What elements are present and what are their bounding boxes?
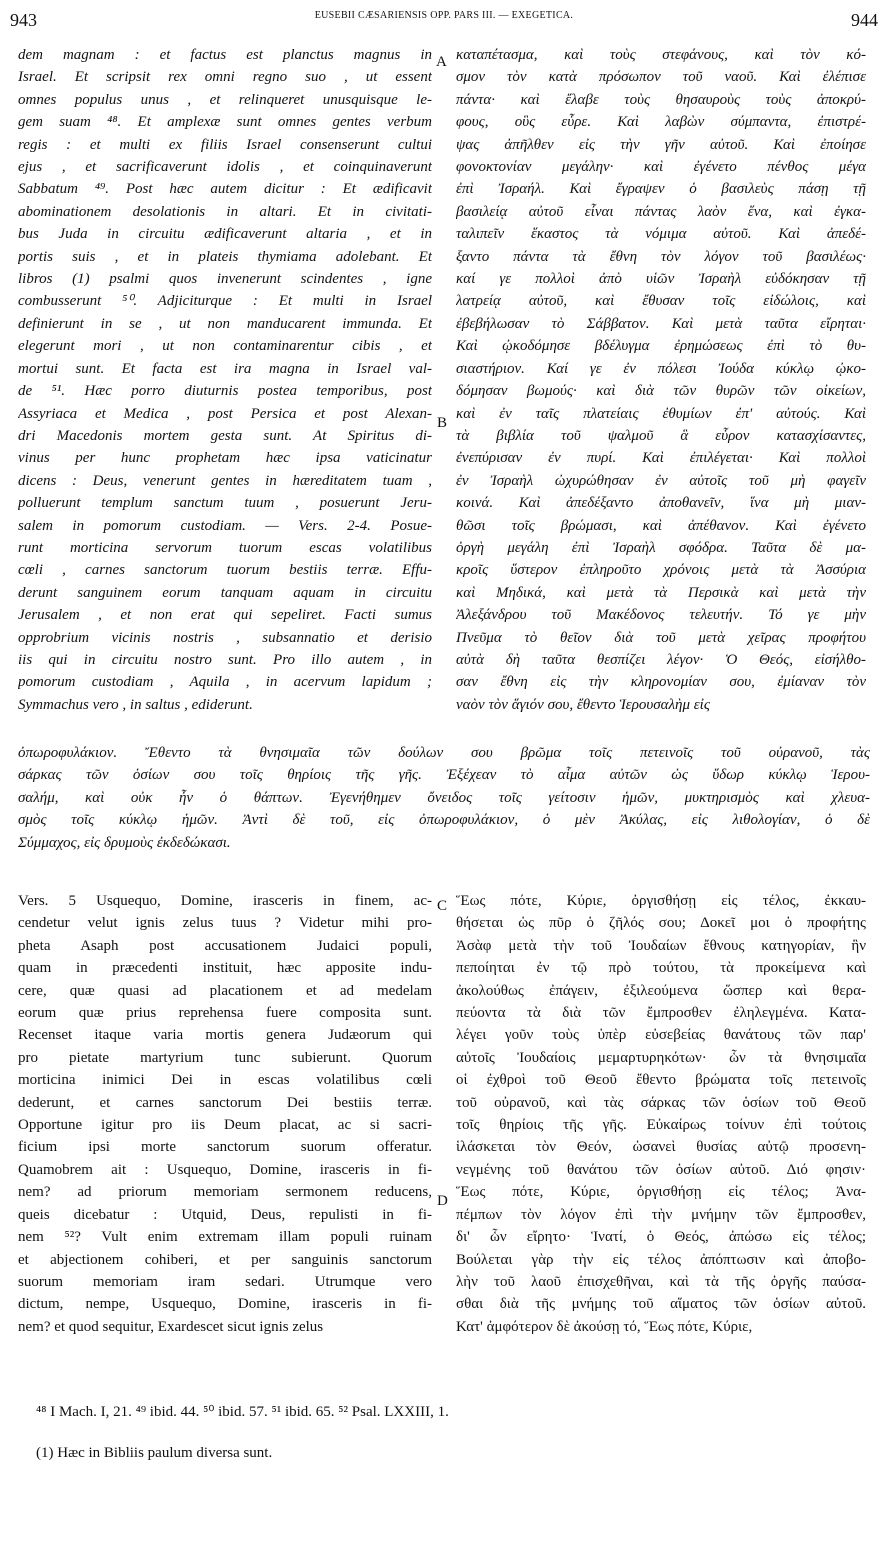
latin-line: dri Macedonis mortem gesta sunt. At Spiritus di- xyxy=(18,427,432,444)
greek-line: βασιλείᾳ αὐτοῦ εἶναι πάντας λαὸν ἕνα, καὶ ἐγκα- xyxy=(456,203,866,220)
latin-column-bottom xyxy=(18,890,432,1338)
latin-line: iis qui in circuitu nostro sunt. Pro illo autem , in xyxy=(18,651,432,668)
latin-line: definierunt in se , ut non manducarent immunda. Et xyxy=(18,315,432,332)
greek-line: καί γε πολλοὶ ἀπὸ υἱῶν Ἰσραὴλ εὐδόκησαν τῇ xyxy=(456,271,866,288)
latin-line: cendetur velut ignis zelus tuus ? Videtur mihi pro- xyxy=(18,915,432,932)
latin-line: salem in pomorum custodiam. — Vers. 2-4. Posue- xyxy=(18,517,432,534)
greek-line: αὐτὰ δὴ ταῦτα θεσπίζει λέγον· Ὁ Θεός, εἰσήλθο- xyxy=(456,651,866,668)
greek-line: τοῖς θηρίοις τῆς γῆς. Εὐκαίρως τοίνυν ἐπὶ τούτοις xyxy=(456,1117,866,1134)
greek-line: αὐτοῖς Ἰουδαίοις μεμαρτυρηκότων· ὧν τὰ θνησιμαῖα xyxy=(456,1049,866,1066)
latin-line: bus Juda in circuitu ædificaverunt altaria , et in xyxy=(18,226,432,243)
latin-line: Symmachus vero , in saltus , ediderunt. xyxy=(18,696,253,713)
greek-line: σαν ἔθνη εἰς τὴν κληρονομίαν σου, ἐμίαναν τὸν xyxy=(456,674,866,691)
greek-line: καὶ Μηδικά, καὶ μετὰ τὰ Περσικὰ καὶ μετὰ τὴν xyxy=(456,584,866,601)
latin-line: ejus , et sacrificaverunt idolis , et coinquinaverunt xyxy=(18,159,432,176)
latin-line: runt morticina servorum tuorum escas volatilibus xyxy=(18,539,432,556)
greek-line: Καὶ ᾠκοδόμησε βδέλυγμα ἐρημώσεως ἐπὶ τὸ θυ- xyxy=(456,338,866,355)
latin-line: queis dicebatur : Utquid, Deus, repulisti in fi- xyxy=(18,1206,432,1223)
latin-column-top xyxy=(18,44,432,716)
greek-line: λατρείᾳ αὐτοῦ, καὶ ἔθυσαν τοῖς εἰδώλοις, καὶ xyxy=(456,293,866,310)
latin-line: vinus per hunc prophetam hæc ipsa vaticinatur xyxy=(18,450,432,467)
latin-line: combusserunt ⁵⁰. Adjiciturque : Et multi in Israel xyxy=(18,293,432,310)
greek-line: δόμησαν βωμούς· καὶ διὰ τῶν θυρῶν τῶν οἰκείων, xyxy=(456,383,866,400)
latin-line: morticina inimici Dei in escas volatilibus cœli xyxy=(18,1072,432,1089)
latin-line: ficium ipsi morte sanctorum suorum offeratur. xyxy=(18,1139,432,1156)
running-header xyxy=(10,10,878,38)
greek-line: πεποίηται ἐν τῷ πρὸ τούτου, τὰ προκείμενα καὶ xyxy=(456,960,866,977)
greek-line: καταπέτασμα, καὶ τοὺς στεφάνους, καὶ τὸν κό- xyxy=(456,47,866,63)
latin-line: Assyriaca et Medica , post Persica et post Alexan- xyxy=(18,405,432,422)
latin-line: Israel. Et scripsit rex omni regno suo , ut essent xyxy=(18,69,432,86)
margin-marker-a: A xyxy=(436,54,447,70)
greek-line: οἱ ἐχθροὶ τοῦ Θεοῦ ἔθεντο βρώματα τοῖς πετεινοῖς xyxy=(456,1072,866,1089)
margin-marker-d: D xyxy=(437,1193,448,1209)
latin-line: et abjectionem cohiberi, et per sanguinis sanctorum xyxy=(18,1251,432,1268)
greek-line: Κατ' ἀμφότερον δὲ ἀκούσῃ τό, Ἕως πότε, Κύριε, xyxy=(456,1318,753,1335)
latin-line: nem? ad priorum memoriam sermonem reducens, xyxy=(18,1184,432,1201)
greek-line: λέγει γοῦν τοὺς ὑπὲρ εὐσεβείας θανάτους τῶν παρ' xyxy=(456,1027,866,1044)
latin-line: nem? et quod sequitur, Exardescet sicut ignis zelus xyxy=(18,1318,324,1335)
latin-line: Vers. 5 Usquequo, Domine, irasceris in finem, ac- xyxy=(18,893,432,909)
greek-line: ταλιπεῖν ἕκαστος τὰ νόμιμα αὐτοῦ. Καὶ ἀπεδέ- xyxy=(456,226,866,243)
greek-line: ὀργὴ μεγάλη ἐπὶ Ἰσραὴλ σφόδρα. Ταῦτα δὲ μα- xyxy=(456,539,866,556)
latin-line: dederunt, et carnes sanctorum Dei bestiis terræ. xyxy=(18,1094,432,1111)
greek-line: ἐπὶ Ἰσραήλ. Καὶ ἔγραψεν ὁ βασιλεὺς πάσῃ τῇ xyxy=(456,181,866,198)
running-title: EUSEBII CÆSARIENSIS OPP. PARS III. — EXEGETICA. xyxy=(314,10,574,21)
greek-line: σμον τὸν κατὰ πρόσωπον τοῦ ναοῦ. Καὶ ἐλέπισε xyxy=(456,69,866,86)
greek-line: πέμπων τὸν λόγον ἐπὶ τὴν μνήμην τῶν ἔμπροσθεν, xyxy=(456,1206,866,1223)
greek-line: πεύοντα τὰ διὰ τῶν ἔμπροσθεν ἐληλεγμένα. Κατα- xyxy=(456,1005,866,1022)
greek-column-bottom xyxy=(456,890,866,1338)
greek-line: κροῖς ὕστερον ἐπληροῦτο χρόνοις μετὰ τὰ Ἀσσύρια xyxy=(456,562,866,579)
greek-line: σμὸς τοῖς κύκλῳ ἡμῶν. Ἀντὶ δὲ τοῦ, εἰς ὀπωροφυλάκιον, ὁ μὲν Ἀκύλας, εἰς λιθολογίαν, ὁ δὲ xyxy=(18,812,870,829)
latin-line: suorum memoriam iram sedari. Utrumque vero xyxy=(18,1273,432,1290)
greek-line: θῶσι τοῖς βρώμασι, καὶ ἀπέθανον. Καὶ ἐγένετο xyxy=(456,517,866,534)
greek-line: σάρκας τῶν ὁσίων σου τοῖς θηρίοις τῆς γῆς. Ἐξέχεαν τὸ αἷμα αὐτῶν ὡς ὕδωρ κύκλῳ Ἱερου- xyxy=(18,767,870,784)
latin-line: opprobrium vicinis nostris , subsannatio et derisio xyxy=(18,629,432,646)
greek-line: ξαντο πάντα τὰ ἔθνη τὸν λόγον τοῦ βασιλέως· xyxy=(456,248,866,265)
latin-line: dictum, nempe, Usquequo, Domine, irasceris in fi- xyxy=(18,1296,432,1313)
editor-note: (1) Hæc in Bibliis paulum diversa sunt. xyxy=(36,1445,273,1461)
latin-line: libros (1) psalmi quos invenerunt scindentes , igne xyxy=(18,271,432,288)
latin-line: dicens : Deus, venerunt gentes in hæreditatem tuam , xyxy=(18,472,432,489)
latin-line: omnes populus unus , et relinqueret unusquisque le- xyxy=(18,91,432,108)
page-number-right: 944 xyxy=(851,10,878,30)
greek-line: θήσεται ὡς πῦρ ὁ ζῆλός σου; Δοκεῖ μοι ὁ προφήτης xyxy=(456,915,866,932)
latin-line: mortui sunt. Et facta est ira magna in Israel val- xyxy=(18,360,432,377)
greek-line: ἐνεπύρισαν ἐν πυρί. Καὶ ἐπιλέγεται· Καὶ πολλοὶ xyxy=(456,450,866,467)
greek-line: Πνεῦμα τὸ θεῖον διὰ τοῦ μετὰ χεῖρας προφήτου xyxy=(456,629,866,646)
greek-line: ναὸν τὸν ἅγιόν σου, ἔθεντο Ἱερουσαλὴμ εἰς xyxy=(456,696,710,713)
greek-line: φονοκτονίαν μεγάλην· καὶ ἐγένετο πένθος μέγα xyxy=(456,159,866,176)
latin-line: portis suis , et in plateis thymiama adolebant. Et xyxy=(18,248,432,265)
greek-line: σαλήμ, καὶ οὐκ ἦν ὁ θάπτων. Ἐγενήθημεν ὄνειδος τοῖς γείτοσιν ἡμῶν, μυκτηρισμὸς καὶ χλευα- xyxy=(18,789,870,806)
greek-line: ἐν Ἰσραὴλ ὠχυρώθησαν ἐν αὐτοῖς τοῦ μὴ φαγεῖν xyxy=(456,472,866,489)
greek-line: Σύμμαχος, εἰς δρυμοὺς ἐκδεδώκασι. xyxy=(18,834,231,851)
latin-line: elegerunt mori , ut non contaminarentur cibis , et xyxy=(18,338,432,355)
latin-line: Opportune igitur pro iis Deum placat, ac si sacri- xyxy=(18,1117,432,1134)
latin-line: derunt sanguinem eorum tanquam aquam in circuitu xyxy=(18,584,432,601)
greek-line: δι' ὧν εἴρητο· Ἱνατί, ὁ Θεός, ἀπώσω εἰς τέλος; xyxy=(456,1229,866,1246)
greek-line: ἀκολούθως ἐπάγειν, ἐξιλεούμενα ὥσπερ καὶ θερα- xyxy=(456,982,866,999)
latin-line: gem suam ⁴⁸. Et amplexæ sunt omnes gentes verbum xyxy=(18,114,432,131)
latin-line: pro pietate martyrium tunc subierunt. Quorum xyxy=(18,1049,432,1066)
latin-line: nem ⁵²? Vult enim extremam illam populi ruinam xyxy=(18,1229,432,1246)
latin-line: cere, quæ quasi ad placationem et ad medelam xyxy=(18,982,432,999)
page-number-left: 943 xyxy=(10,10,37,30)
greek-line: φους, οὓς εὗρε. Καὶ λαβὼν σύμπαντα, ἐπιστρέ- xyxy=(456,114,866,131)
latin-line: regis : et multi ex filiis Israel consenserunt cultui xyxy=(18,136,432,153)
latin-line: polluerunt templum sanctum tuum , posuerunt Jeru- xyxy=(18,495,432,512)
latin-line: pomorum custodiam , Aquila , in acervum lapidum ; xyxy=(18,674,432,691)
greek-line: Ἀλεξάνδρου τοῦ Μακέδονος τελευτήν. Τό γε μὴν xyxy=(456,607,866,624)
greek-line: σθαι διὰ τῆς μνήμης τοῦ αἵματος τῶν ὁσίων αὐτοῦ. xyxy=(456,1296,866,1313)
greek-line: Βούλεται γὰρ τὴν εἰς τέλος ἀπόπτωσιν καὶ ἀποβο- xyxy=(456,1251,866,1268)
greek-line: τὰ βιβλία τοῦ ψαλμοῦ ἃ εὗρον κατασχίσαντες, xyxy=(456,427,866,444)
margin-marker-b: B xyxy=(437,415,448,431)
latin-line: cœli , carnes sanctorum tuorum bestiis terræ. Effu- xyxy=(18,562,432,579)
latin-line: pheta Asaph post accusationem Judaici populi, xyxy=(18,937,432,954)
latin-line: Recenset itaque varia mortis genera Judæorum qui xyxy=(18,1027,432,1044)
greek-line: νεγμένης τοῦ θανάτου τῶν ὁσίων αὐτοῦ. Διό φησιν· xyxy=(456,1161,866,1178)
greek-line: πάντα· καὶ ἔλαβε τοὺς θησαυροὺς τοὺς ἀποκρύ- xyxy=(456,91,866,108)
footnotes: ⁴⁸ I Mach. I, 21. ⁴⁹ ibid. 44. ⁵⁰ ibid. 57. ⁵¹ ibid. 65. ⁵² Psal. LXXIII, 1. xyxy=(36,1404,449,1420)
latin-line: de ⁵¹. Hæc porro diuturnis postea temporibus, post xyxy=(18,383,432,400)
greek-line: τοῦ οὐρανοῦ, καὶ τὰς σάρκας τῶν ὁσίων τοῦ Θεοῦ xyxy=(456,1094,866,1111)
latin-line: dem magnam : et factus est planctus magnus in xyxy=(18,47,432,63)
margin-marker-c: C xyxy=(437,898,448,914)
greek-line: ὀπωροφυλάκιον. Ἔθεντο τὰ θνησιμαῖα τῶν δούλων σου βρῶμα τοῖς πετεινοῖς τοῦ οὐρανοῦ, τὰς xyxy=(18,745,870,761)
latin-line: abominationem desolationis in altari. Et in civitati- xyxy=(18,203,432,220)
greek-line: Ἕως πότε, Κύριε, ὀργισθήσῃ εἰς τέλος, ἐκκαυ- xyxy=(456,893,866,909)
greek-line: σιαστήριον. Καί γε ἐν πόλεσι Ἰούδα κύκλῳ ᾠκο- xyxy=(456,360,866,377)
greek-line: κοινά. Καὶ ἀπεδέξαντο ἀποθανεῖν, ἵνα μὴ μιαν- xyxy=(456,495,866,512)
greek-line: λὴν τοῦ λαοῦ ἐπισχεθῆναι, καὶ τὰ τῆς ὀργῆς παύσα- xyxy=(456,1273,866,1290)
latin-line: Sabbatum ⁴⁹. Post hæc autem dicitur : Et ædificavit xyxy=(18,181,432,198)
greek-line: ψας ἀπῆλθεν εἰς τὴν γῆν αὐτοῦ. Καὶ ἐποίησε xyxy=(456,136,866,153)
greek-line: ἱλάσκεται τὸν Θεόν, ὡσανεὶ θυσίας αὐτῷ προσενη- xyxy=(456,1139,866,1156)
latin-line: Jerusalem , et non erat qui sepeliret. Facti sumus xyxy=(18,607,432,624)
latin-line: eorum quæ prius reprehensa fuere composita sunt. xyxy=(18,1005,432,1022)
greek-line: Ἀσὰφ μετὰ τὴν τοῦ Ἰουδαίων ἔθνους κατηγορίαν, ἣν xyxy=(456,937,866,954)
greek-full-width-block xyxy=(18,742,870,854)
greek-column-top xyxy=(456,44,866,716)
greek-line: ἐβεβήλωσαν τὸ Σάββατον. Καὶ μετὰ ταῦτα εἴρηται· xyxy=(456,315,866,332)
latin-line: quam in præcedenti instituit, hæc apposite indu- xyxy=(18,960,432,977)
greek-line: καὶ ἐν ταῖς πλατείαις ἐθυμίων ἐπ' αὐτούς. Καὶ xyxy=(456,405,866,422)
greek-line: Ἕως πότε, Κύριε, ὀργισθήσῃ εἰς τέλος; Ἀνα- xyxy=(456,1184,866,1201)
latin-line: Quamobrem ait : Usquequo, Domine, irasceris in fi- xyxy=(18,1161,432,1178)
